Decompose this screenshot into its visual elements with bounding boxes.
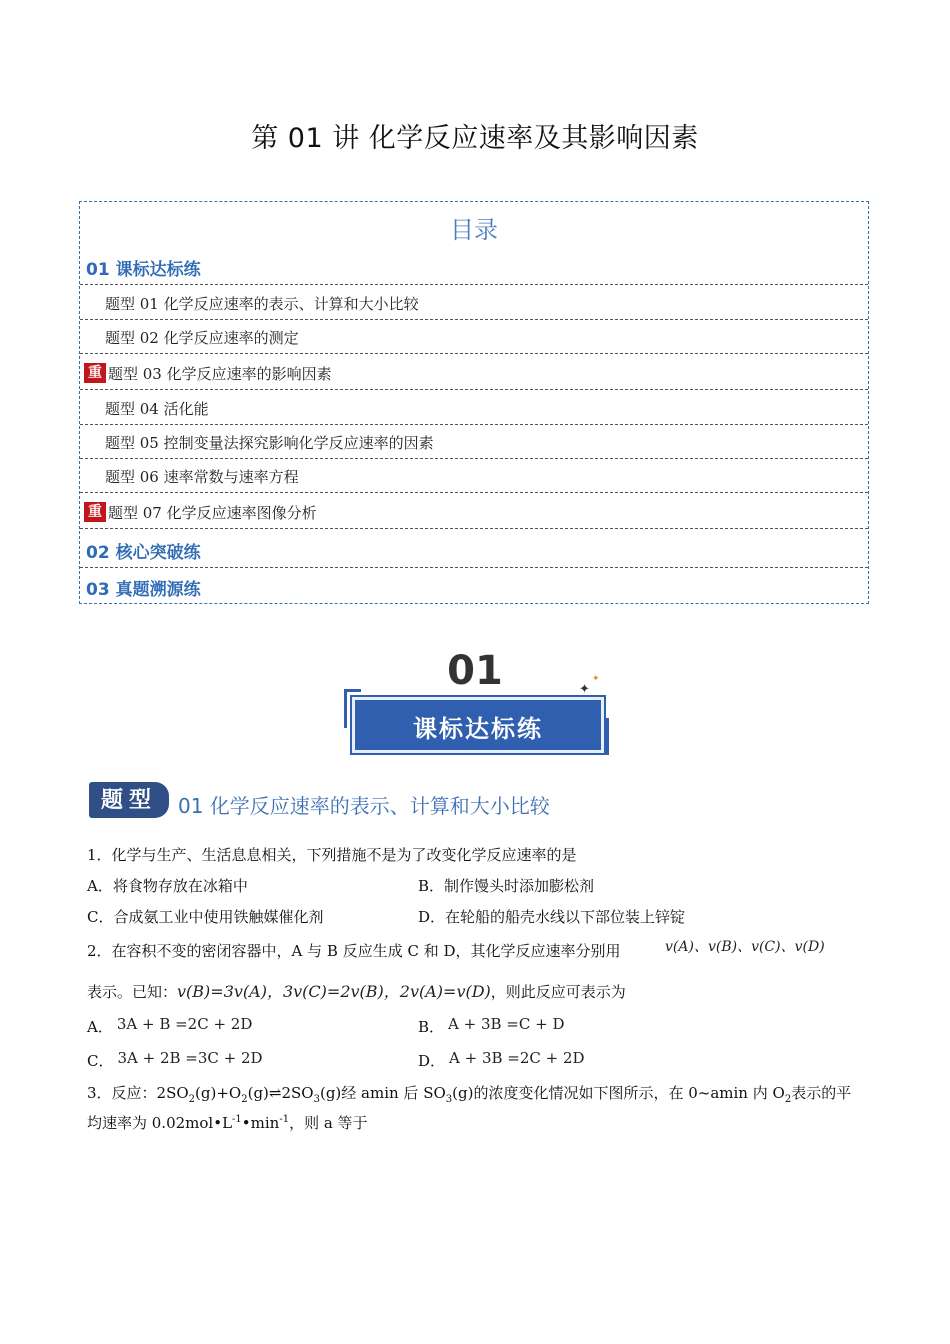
option-formula: 3A + 2B =3C + 2D [117,1049,263,1067]
toc-item-label: 题型 04 活化能 [105,400,209,418]
q3-sub: 3 [445,1094,453,1105]
question-2-rates: v(A)、v(B)、v(C)、v(D) [665,939,825,955]
toc-item-label: 题型 02 化学反应速率的测定 [105,329,299,347]
question-1-option-c: C．合成氨工业中使用铁触媒催化剂 [87,908,324,926]
option-formula: A + 3B =C + D [448,1015,565,1033]
question-2-conditions: v(B)=3v(A)，3v(C)=2v(B)，2v(A)=v(D) [177,982,491,1001]
type-badge: 题型 [89,782,169,818]
q3-text: 3．反应：2SO [87,1084,189,1102]
option-label: A． [87,1018,113,1036]
question-3-line2 [87,1112,368,1133]
q3-text: 均速率为 0.02mol•L [87,1114,233,1132]
toc-section-1[interactable] [80,250,868,285]
toc-item-label: 题型 06 速率常数与速率方程 [105,468,299,486]
question-2-option-c [87,1050,263,1071]
toc-item-07[interactable] [80,492,868,529]
question-1-option-b: B．制作馒头时添加膨松剂 [418,877,595,895]
q3-text: •min [241,1114,280,1132]
toc-item-01[interactable] [80,285,868,320]
question-2-stem: 2．在容积不变的密闭容器中，A 与 B 反应生成 C 和 D，其化学反应速率分别用 [87,942,621,960]
question-2-option-d [418,1050,585,1071]
question-2-line2 [87,979,626,1002]
toc-heading: 目录 [450,216,498,244]
q3-sub: 2 [188,1094,196,1105]
q3-sup: -1 [279,1114,290,1125]
key-badge: 重 [84,502,106,522]
question-2-text: ，则此反应可表示为 [490,983,626,1001]
toc-section-label: 03 真题溯源练 [86,580,201,600]
table-of-contents [79,201,869,604]
q3-text: (g)的浓度变化情况如下图所示，在 0~amin 内 O [452,1084,785,1102]
option-formula: A + 3B =2C + 2D [449,1049,585,1067]
page-title: 第 01 讲 化学反应速率及其影响因素 [251,123,699,154]
option-label: C． [87,1052,114,1070]
section-banner [352,697,604,753]
q3-sup: -1 [232,1114,242,1125]
toc-item-05[interactable] [80,424,868,459]
section-banner-label: 课标达标练 [413,715,543,743]
option-label: B． [418,1018,445,1036]
toc-section-label: 02 核心突破练 [86,543,201,563]
question-1-option-a: A．将食物存放在冰箱中 [87,877,248,895]
toc-item-label: 题型 07 化学反应速率图像分析 [108,504,317,522]
toc-item-04[interactable] [80,390,868,425]
q3-text: (g)+O [195,1084,242,1102]
question-1-option-d: D．在轮船的船壳水线以下部位装上锌锭 [418,908,686,926]
type-title: 01 化学反应速率的表示、计算和大小比较 [178,794,550,818]
toc-item-06[interactable] [80,458,868,493]
question-2-text: 表示。已知： [87,983,178,1001]
q3-sub: 3 [313,1094,320,1105]
q3-sub: 2 [784,1094,792,1105]
toc-section-3[interactable] [80,568,868,604]
toc-item-label: 题型 03 化学反应速率的影响因素 [108,365,332,383]
q3-text: ，则 a 等于 [289,1114,368,1132]
question-2-option-b [418,1016,564,1037]
sparkle-icon: ✦ [579,682,590,697]
q3-text: (g)经 amin 后 SO [319,1084,446,1102]
option-formula: 3A + B =2C + 2D [116,1015,253,1033]
q3-sub: 2 [241,1094,248,1105]
option-label: D． [418,1052,446,1070]
sparkle-icon: ✦ [592,674,600,684]
q3-text: (g)⇌2SO [247,1084,314,1102]
question-3-stem [87,1082,851,1105]
toc-item-label: 题型 05 控制变量法探究影响化学反应速率的因素 [105,434,434,452]
section-number: 01 [447,648,503,694]
toc-section-2[interactable] [80,529,868,568]
toc-item-03[interactable] [80,353,868,390]
toc-item-02[interactable] [80,319,868,354]
toc-item-label: 题型 01 化学反应速率的表示、计算和大小比较 [105,295,419,313]
q3-text: 表示的平 [791,1084,852,1102]
key-badge: 重 [84,363,106,383]
toc-section-label: 01 课标达标练 [86,260,201,280]
question-1-stem: 1．化学与生产、生活息息相关，下列措施不是为了改变化学反应速率的是 [87,846,577,864]
question-2-option-a [87,1016,252,1037]
